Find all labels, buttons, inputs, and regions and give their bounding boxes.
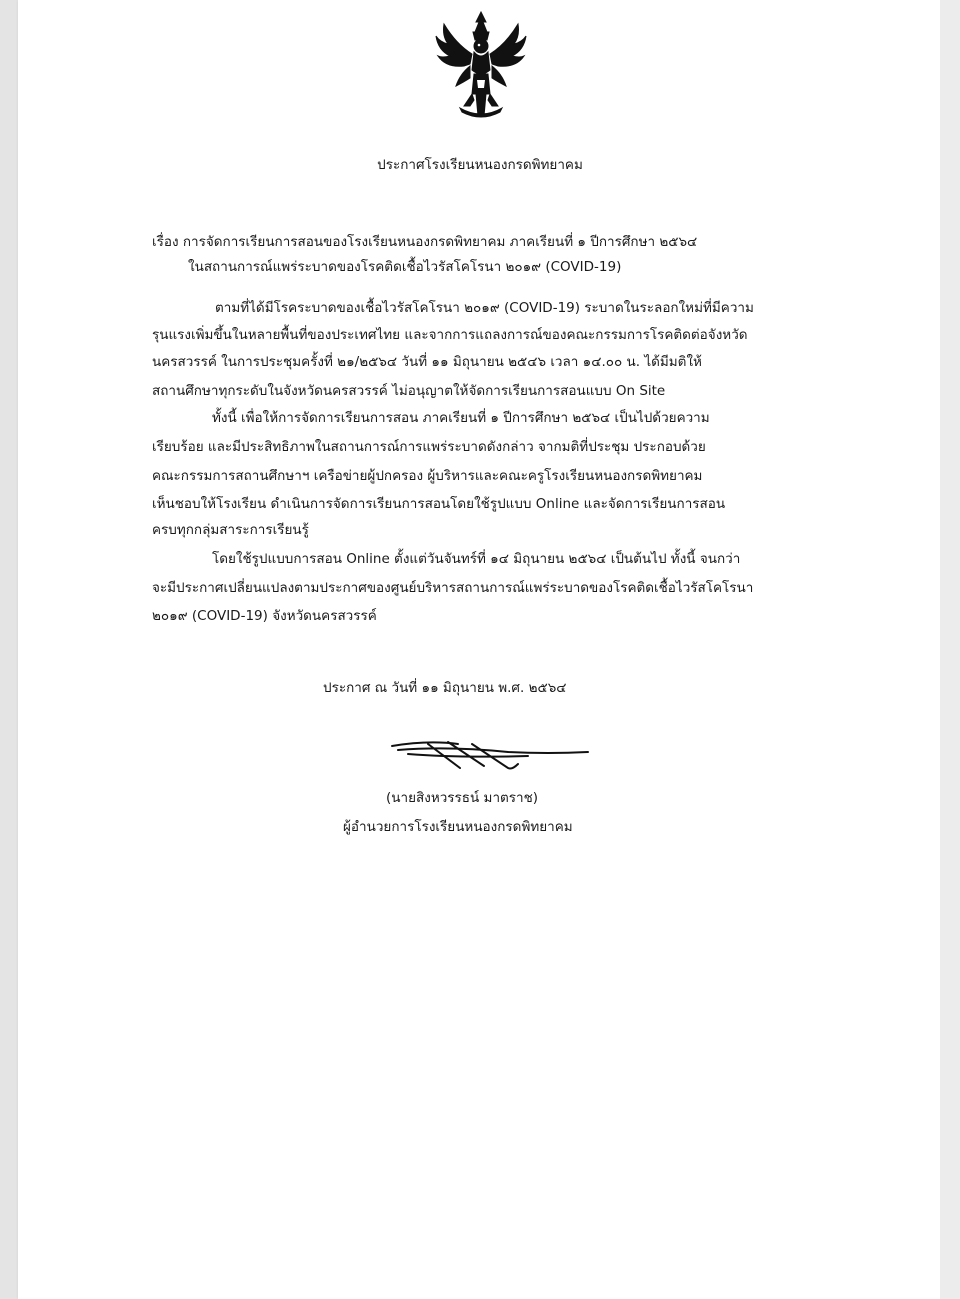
paragraph-2-line-5: ครบทุกกลุ่มสาระการเรียนรู้	[152, 522, 309, 538]
viewer-margin-left	[0, 0, 18, 1299]
paragraph-1-line-2: รุนแรงเพิ่มขึ้นในหลายพื้นที่ของประเทศไทย และจากการแถลงการณ์ของคณะกรรมการโรคติดต่อจังหวัด	[152, 327, 748, 343]
paragraph-2-line-1: ทั้งนี้ เพื่อให้การจัดการเรียนการสอน ภาคเรียนที่ ๑ ปีการศึกษา ๒๕๖๔ เป็นไปด้วยความ	[212, 410, 710, 426]
paragraph-3-line-3: ๒๐๑๙ (COVID-19) จังหวัดนครสวรรค์	[152, 608, 377, 624]
viewer-margin-right	[940, 0, 960, 1299]
document-page	[18, 0, 940, 1299]
subject-line-1: เรื่อง การจัดการเรียนการสอนของโรงเรียนหนองกรดพิทยาคม ภาคเรียนที่ ๑ ปีการศึกษา ๒๕๖๔	[152, 234, 698, 250]
paragraph-1-line-1: ตามที่ได้มีโรคระบาดของเชื้อไวรัสโคโรนา ๒๐๑๙ (COVID-19) ระบาดในระลอกใหม่ที่มีความ	[215, 300, 754, 316]
paragraph-3-line-1: โดยใช้รูปแบบการสอน Online ตั้งแต่วันจันทร์ที่ ๑๔ มิถุนายน ๒๕๖๔ เป็นต้นไป ทั้งนี้ จนกว่า	[212, 551, 741, 567]
paragraph-1-line-4: สถานศึกษาทุกระดับในจังหวัดนครสวรรค์ ไม่อนุญาตให้จัดการเรียนการสอนแบบ On Site	[152, 383, 666, 399]
paragraph-1-line-3: นครสวรรค์ ในการประชุมครั้งที่ ๒๑/๒๕๖๔ วันที่ ๑๑ มิถุนายน ๒๕๔๖ เวลา ๑๔.๐๐ น. ได้มีมติให้	[152, 354, 702, 370]
signer-title: ผู้อำนวยการโรงเรียนหนองกรดพิทยาคม	[343, 819, 573, 835]
paragraph-2-line-2: เรียบร้อย และมีประสิทธิภาพในสถานการณ์การแพร่ระบาดดังกล่าว จากมติที่ประชุม ประกอบด้วย	[152, 439, 706, 455]
document-title: ประกาศโรงเรียนหนองกรดพิทยาคม	[377, 157, 583, 173]
paragraph-2-line-3: คณะกรรมการสถานศึกษาฯ เครือข่ายผู้ปกครอง ผู้บริหารและคณะครูโรงเรียนหนองกรดพิทยาคม	[152, 468, 703, 484]
handwritten-signature-icon	[388, 738, 598, 774]
announcement-date: ประกาศ ณ วันที่ ๑๑ มิถุนายน พ.ศ. ๒๕๖๔	[323, 680, 567, 696]
paragraph-3-line-2: จะมีประกาศเปลี่ยนแปลงตามประกาศของศูนย์บริหารสถานการณ์แพร่ระบาดของโรคติดเชื้อไวรัสโคโรนา	[152, 580, 754, 596]
signer-name: (นายสิงหวรรธน์ มาตราช)	[386, 790, 539, 806]
garuda-emblem-icon	[430, 8, 532, 120]
subject-line-2: ในสถานการณ์แพร่ระบาดของโรคติดเชื้อไวรัสโคโรนา ๒๐๑๙ (COVID-19)	[188, 259, 622, 275]
paragraph-2-line-4: เห็นชอบให้โรงเรียน ดำเนินการจัดการเรียนการสอนโดยใช้รูปแบบ Online และจัดการเรียนการสอน	[152, 496, 726, 512]
